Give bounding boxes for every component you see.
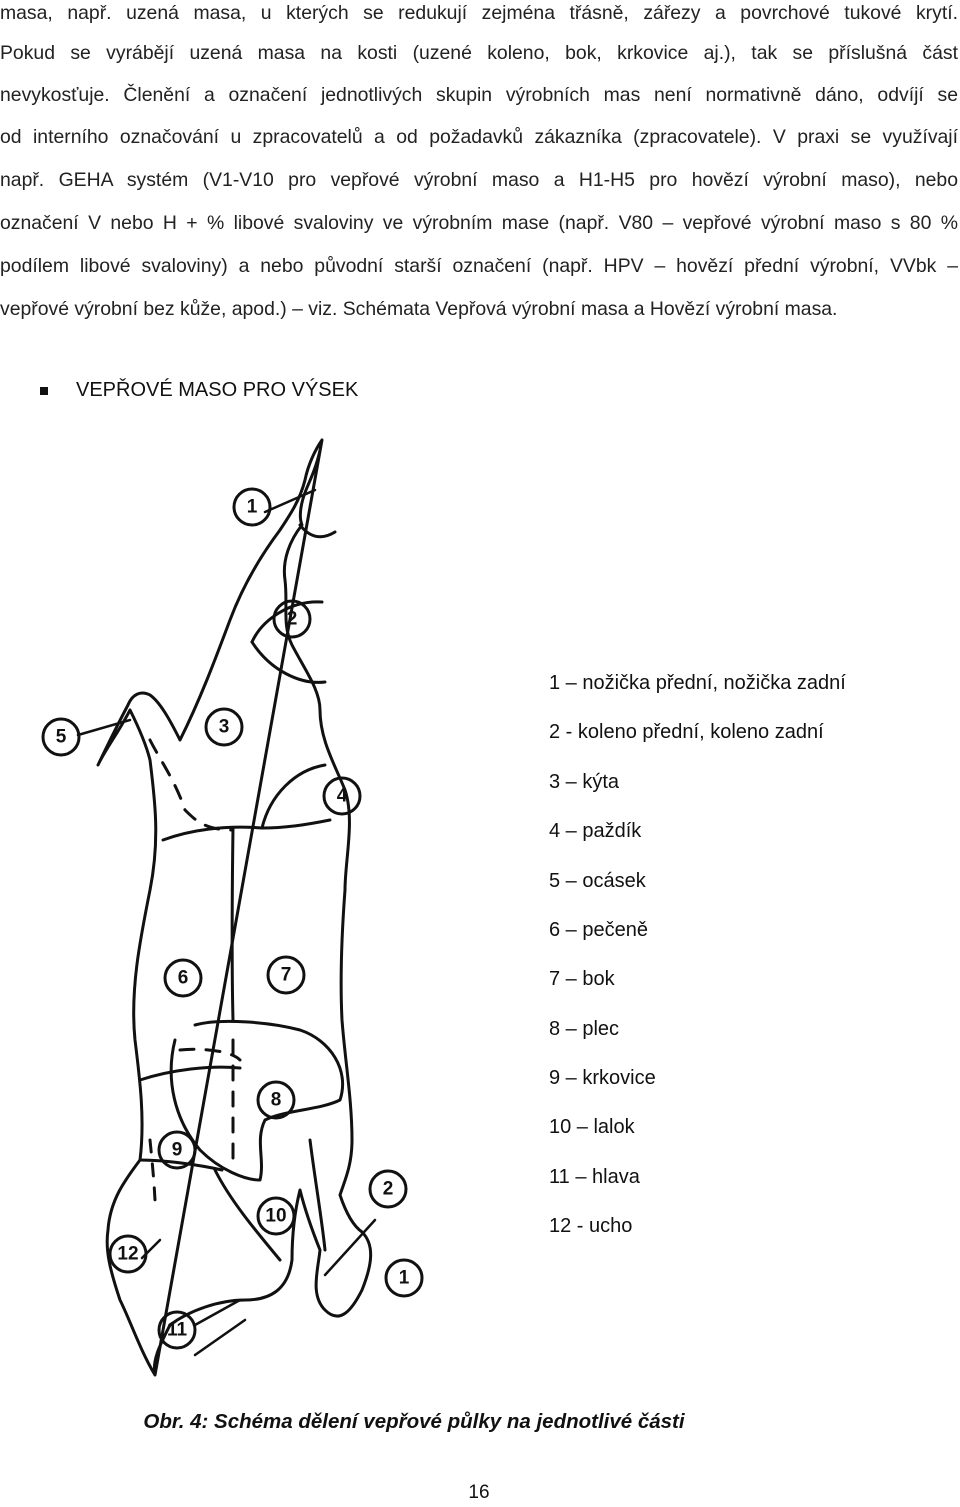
- legend-item: 4 – paždík: [549, 820, 642, 842]
- page-number: 16: [468, 1482, 490, 1503]
- section-title: VEPŘOVÉ MASO PRO VÝSEK: [76, 379, 359, 401]
- legend-item: 8 – plec: [549, 1018, 620, 1040]
- marker-label: 5: [55, 726, 67, 748]
- marker-label: 3: [218, 716, 230, 738]
- paragraph-line: vepřové výrobní bez kůže, apod.) – viz. Schémata Vepřová výrobní masa a Hovězí výrobní masa.: [0, 298, 838, 320]
- legend-item: 9 – krkovice: [549, 1067, 656, 1089]
- legend-item: 12 - ucho: [549, 1215, 633, 1237]
- legend-item: 3 – kýta: [549, 771, 620, 793]
- paragraph-line: masa, např. uzená masa, u kterých se redukují zejména třásně, zářezy a povrchové tukové krytí.: [0, 2, 958, 24]
- marker-label: 12: [117, 1243, 139, 1265]
- marker-label: 4: [336, 785, 348, 807]
- paragraph-line: podílem libové svaloviny) a nebo původní starší označení (např. HPV – hovězí přední výrobní, VVbk –: [0, 255, 958, 277]
- legend-item: 1 – nožička přední, nožička zadní: [549, 672, 846, 694]
- legend-item: 10 – lalok: [549, 1116, 635, 1138]
- marker-label: 6: [177, 967, 189, 989]
- square-bullet-icon: [40, 387, 48, 395]
- legend-item: 7 – bok: [549, 968, 615, 990]
- marker-label: 1: [398, 1267, 410, 1289]
- marker-label: 10: [265, 1205, 287, 1227]
- marker-label: 1: [246, 496, 258, 518]
- paragraph-line: např. GEHA systém (V1-V10 pro vepřové výrobní maso a H1-H5 pro hovězí výrobní maso), nebo: [0, 169, 958, 191]
- pork-half-diagram: [0, 420, 540, 1400]
- paragraph-line: Pokud se vyrábějí uzená masa na kosti (uzené koleno, bok, krkovice aj.), tak se příslušná část: [0, 42, 958, 64]
- figure-caption: Obr. 4: Schéma dělení vepřové půlky na jednotlivé části: [143, 1410, 685, 1433]
- paragraph-line: označení V nebo H + % libové svaloviny ve výrobním mase (např. V80 – vepřové výrobní maso s 80 %: [0, 212, 958, 234]
- marker-label: 9: [171, 1139, 183, 1161]
- legend-item: 6 – pečeně: [549, 919, 648, 941]
- carcass-outline: [98, 440, 371, 1375]
- marker-label: 2: [286, 608, 298, 630]
- marker-label: 11: [166, 1319, 188, 1341]
- legend-item: 5 – ocásek: [549, 870, 646, 892]
- marker-label: 7: [280, 964, 292, 986]
- legend-item: 11 – hlava: [549, 1166, 640, 1188]
- marker-label: 2: [382, 1178, 394, 1200]
- paragraph-line: nevykosťuje. Členění a označení jednotlivých skupin výrobních mas není normativně dáno, odvíjí se: [0, 84, 958, 106]
- paragraph-line: od interního označování u zpracovatelů a od požadavků zákazníka (zpracovatele). V praxi se využívají: [0, 126, 958, 148]
- marker-label: 8: [270, 1089, 282, 1111]
- legend-item: 2 - koleno přední, koleno zadní: [549, 721, 824, 743]
